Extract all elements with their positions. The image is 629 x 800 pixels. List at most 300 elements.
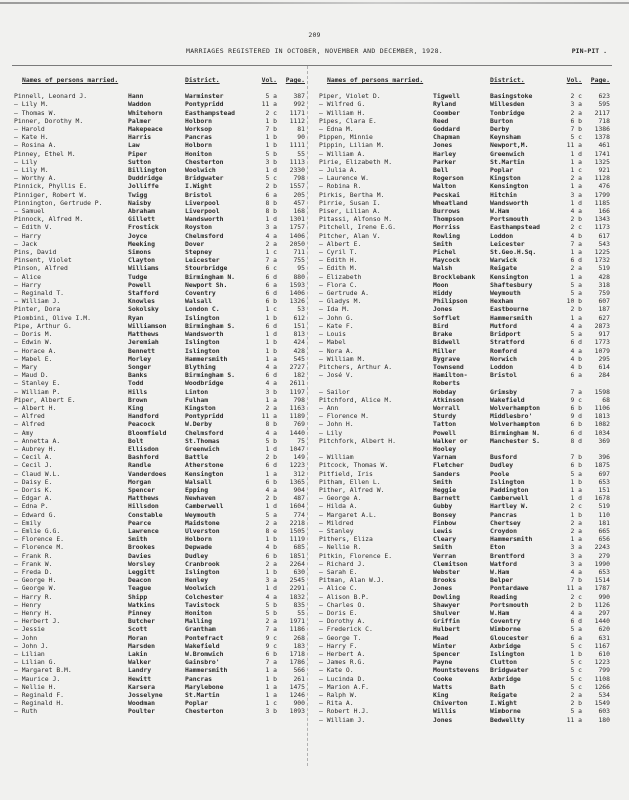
entry-volume: 6 d [265, 289, 277, 298]
entry-volume: 1 a [265, 395, 277, 404]
entry-row [319, 699, 619, 707]
entry-district: W.Ham [490, 609, 510, 617]
entry-spouse-surname: Hobday [433, 387, 457, 396]
entry-spouse-surname: Handford [128, 412, 159, 421]
entry-name: — George T. [319, 633, 362, 642]
entry-volume: 5 b [265, 609, 277, 617]
entry-row [14, 150, 314, 158]
entry-name: — Florence M. [319, 412, 370, 421]
entry-page: 904 [293, 485, 305, 494]
entry-district: Loddon [490, 231, 514, 240]
entry-volume: 6 a [265, 190, 277, 199]
entry-row [14, 683, 314, 691]
entry-spouse-surname: Jones [433, 715, 453, 724]
entry-spouse-surname: Hooley [433, 444, 457, 453]
entry-page: 90 [297, 133, 305, 142]
entry-volume: 7 a [265, 625, 277, 634]
entry-name: — Horace A. [14, 346, 57, 355]
entry-page: 610 [598, 650, 610, 659]
entry-spouse-surname: Lewis [433, 526, 453, 535]
entry-row [319, 568, 619, 576]
entry-volume: 1 b [265, 346, 277, 355]
entry-spouse-surname: Twigg [128, 190, 148, 199]
entry-spouse-surname: Frostick [128, 223, 159, 232]
entry-spouse-surname: Clayton [128, 256, 155, 265]
entry-district: Wakefield [490, 395, 525, 404]
entry-row [14, 281, 314, 289]
entry-page: 835 [293, 600, 305, 609]
entry-page: 2264 [289, 559, 305, 568]
entry-district: Pontypridd [185, 100, 224, 109]
entry-district: W.Derby [185, 420, 212, 429]
entry-district: Islington [490, 650, 525, 659]
header-names: Names of persons married. [327, 76, 424, 84]
entry-row [319, 232, 619, 240]
entry-spouse-surname: Palmer [128, 116, 152, 125]
entry-spouse-surname: Sokolsky [128, 305, 159, 314]
entry-page: 1475 [289, 682, 305, 691]
entry-district: Newhaven [185, 494, 216, 503]
entry-row [319, 207, 619, 215]
entry-page: 1440 [594, 617, 610, 626]
entry-spouse-surname: Gubby [433, 502, 453, 511]
entry-district: Manchester S. [490, 436, 541, 445]
entry-district: Wandsworth [185, 330, 224, 339]
entry-page [582, 379, 610, 387]
entry-page: 1189 [289, 412, 305, 421]
entry-name: — Worthy A. [14, 174, 57, 183]
entry-page: 617 [598, 231, 610, 240]
entry-spouse-surname: Cooke [433, 674, 453, 683]
entry-volume: 6 a [265, 280, 277, 289]
entry-volume: 4 a [570, 346, 582, 355]
entry-name: — John [14, 633, 38, 642]
entry-volume: 1 d [265, 330, 277, 339]
entry-spouse-surname: Songer [128, 362, 152, 371]
entry-name: Pinney, Ethel M. [14, 149, 76, 158]
entry-name: — Gladys M. [319, 297, 362, 306]
entry-district: Newport,M. [490, 141, 529, 150]
page-number: 209 [308, 31, 321, 39]
entry-page: 205 [293, 190, 305, 199]
entry-name: — Harold [14, 125, 45, 134]
entry-row [319, 683, 619, 691]
entry-volume: 1 c [265, 305, 277, 314]
entry-volume: 7 a [265, 658, 277, 667]
entry-row [14, 404, 314, 412]
entry-volume: 1 a [570, 535, 582, 544]
entry-district: I.Wight [490, 699, 517, 708]
index-range-label: PIN-PIT . [571, 47, 607, 55]
entry-name: — Kate H. [14, 133, 49, 142]
entry-page: 1549 [594, 699, 610, 708]
entry-name: Pitkin, Florence E. [319, 551, 393, 560]
entry-spouse-surname: Barnett [433, 494, 460, 503]
header-page: Page. [285, 76, 305, 84]
entry-page: 428 [293, 346, 305, 355]
entry-name: — William J. [14, 297, 61, 306]
entry-row [319, 215, 619, 223]
entry-district: Keynsham [490, 133, 521, 142]
entry-page: 1971 [289, 617, 305, 626]
entry-page: 1113 [289, 157, 305, 166]
entry-volume: 1 a [265, 666, 277, 675]
entry-district: Ulverston [185, 526, 220, 535]
entry-page: 1406 [289, 231, 305, 240]
entry-row [14, 92, 314, 100]
entry-page: 1832 [289, 592, 305, 601]
entry-name: Piser, Lilian A. [319, 207, 381, 216]
entry-page: 81 [297, 125, 305, 134]
entry-page: 769 [293, 420, 305, 429]
entry-district [490, 445, 564, 453]
entry-volume: 6 b [265, 551, 277, 560]
entry-spouse-surname: Brocklebank [433, 272, 476, 281]
entry-name: — John J. [14, 641, 49, 650]
entry-name: — Elizabeth [319, 272, 362, 281]
entry-district: Liverpool [185, 198, 220, 207]
entry-district: St.Martin [185, 691, 220, 700]
right-column [319, 76, 619, 724]
entry-page: 424 [293, 338, 305, 347]
entry-spouse-surname: Ryan [128, 313, 144, 322]
entry-row [14, 174, 314, 182]
entry-page: 519 [598, 264, 610, 273]
entry-district: Holborn [185, 116, 212, 125]
entry-page: 2727 [289, 362, 305, 371]
entry-spouse-surname: Chapman [433, 133, 460, 142]
entry-page: 1225 [594, 248, 610, 257]
entry-page: 534 [598, 691, 610, 700]
entry-name: — Mabel [319, 338, 346, 347]
entry-spouse-surname: Maycock [433, 256, 460, 265]
entry-row [14, 199, 314, 207]
entry-page: 2291 [289, 584, 305, 593]
entry-volume: 4 b [570, 231, 582, 240]
entry-volume: 1 d [265, 584, 277, 593]
entry-name: Pitcher, Alan V. [319, 231, 381, 240]
entry-volume: 9 c [265, 633, 277, 642]
entry-row [14, 158, 314, 166]
entry-row [319, 314, 619, 322]
entry-volume: 2 b [570, 305, 582, 314]
entry-spouse-surname: Reed [433, 116, 449, 125]
entry-spouse-surname: Coomber [433, 108, 460, 117]
entry-volume: 2 a [265, 617, 277, 626]
entry-row [14, 305, 314, 313]
entry-volume: 1 b [570, 477, 582, 486]
entry-name: — Lilian [14, 650, 45, 659]
entry-row [14, 347, 314, 355]
entry-volume: 2 a [570, 526, 582, 535]
entry-district: Birmingham S. [185, 371, 236, 380]
entry-district: Chelmsford [185, 231, 224, 240]
entry-district: Stourbridge [185, 264, 228, 273]
entry-page: 187 [598, 305, 610, 314]
entry-volume: 7 b [570, 125, 582, 134]
header-district: District. [490, 76, 525, 84]
entry-volume: 3 b [265, 387, 277, 396]
entry-district: Walsall [185, 297, 212, 306]
entry-name [319, 445, 433, 453]
entry-spouse-surname: Moran [128, 633, 148, 642]
entry-spouse-surname: Jeremiah [128, 338, 159, 347]
entry-district: Easthampstead [490, 223, 541, 232]
entry-page: 880 [293, 272, 305, 281]
entry-page: 1186 [289, 625, 305, 634]
entry-page: 1773 [594, 338, 610, 347]
entry-volume: 6 b [265, 477, 277, 486]
entry-volume: 1 b [570, 650, 582, 659]
entry-volume: 9 c [265, 641, 277, 650]
entry-volume: 8 b [265, 420, 277, 429]
entry-row [319, 388, 619, 396]
entry-row [319, 527, 619, 535]
entry-spouse-surname: Walker [128, 658, 152, 667]
entry-district: Weymouth [490, 289, 521, 298]
entry-row [319, 396, 619, 404]
entry-page: 1197 [289, 387, 305, 396]
entry-name: — Edna P. [14, 502, 49, 511]
entry-volume: 11 a [566, 584, 582, 593]
entry-spouse-surname: Bygrave [433, 354, 460, 363]
entry-volume: 5 c [570, 682, 582, 691]
entry-page: 1386 [594, 125, 610, 134]
entry-spouse-surname: Tudge [128, 272, 148, 281]
entry-volume: 5 c [570, 666, 582, 675]
entry-district: Derby [490, 125, 510, 134]
entry-volume: 5 c [265, 174, 277, 183]
entry-row [14, 634, 314, 642]
entry-name: — Mabel E. [14, 354, 53, 363]
entry-volume: 2 b [265, 453, 277, 462]
entry-volume: 5 a [570, 289, 582, 298]
entry-name: — Reginald F. [14, 691, 65, 700]
right-entries [319, 92, 619, 724]
entry-page: 1799 [594, 190, 610, 199]
entry-name: — Nellie R. [319, 543, 362, 552]
entry-spouse-surname: Bidwell [433, 338, 460, 347]
entry-row [319, 347, 619, 355]
entry-page: 1106 [594, 403, 610, 412]
entry-page: 1365 [289, 477, 305, 486]
entry-name: — Edwin W. [14, 338, 53, 347]
entry-page: 1185 [594, 198, 610, 207]
entry-volume: 1 b [265, 338, 277, 347]
top-edge-line [0, 2, 629, 4]
entry-row [319, 92, 619, 100]
entry-spouse-surname: Shulver [433, 609, 460, 617]
entry-spouse-surname: Watts [433, 682, 453, 691]
entry-volume: 5 a [265, 92, 277, 101]
entry-spouse-surname: Tatton [433, 420, 457, 429]
entry-row [14, 461, 314, 469]
entry-volume: 1 c [265, 248, 277, 257]
entry-spouse-surname: Hiddy [433, 289, 453, 298]
entry-name: — Samuel [14, 207, 45, 216]
entry-spouse-surname: Clemitson [433, 559, 468, 568]
entry-volume: 2 a [265, 559, 277, 568]
entry-name: — William P. [14, 387, 61, 396]
entry-district: Tonbridge [490, 108, 525, 117]
entry-district: Warminster [185, 92, 224, 101]
entry-name: — Robina R. [319, 182, 362, 191]
entry-name: Pippin, Lilian M. [319, 141, 385, 150]
entry-volume: 6 d [570, 617, 582, 626]
entry-name: — Stanley E. [14, 379, 61, 388]
entry-name: — Ann [319, 403, 339, 412]
entry-district: Dudley [490, 461, 514, 470]
entry-page: 685 [293, 543, 305, 552]
entry-district: Axbridge [490, 674, 521, 683]
entry-district: Hammersmith [490, 313, 533, 322]
entry-row [14, 666, 314, 674]
entry-spouse-surname: Pearce [128, 518, 152, 527]
entry-name: Pinsent, Violet [14, 256, 72, 265]
entry-spouse-surname: Hann [128, 92, 144, 101]
entry-spouse-surname: Karsera [128, 682, 155, 691]
entry-row [14, 100, 314, 108]
entry-spouse-surname: Meeking [128, 239, 155, 248]
entry-row [319, 552, 619, 560]
entry-spouse-surname: Ryland [433, 100, 457, 109]
entry-spouse-surname: Bennett [128, 346, 155, 355]
entry-volume: 11 a [566, 715, 582, 724]
entry-name: Pinnick, Phyllis E. [14, 182, 88, 191]
entry-name: Pitman, Alan W.J. [319, 576, 385, 585]
entry-volume: 6 d [570, 256, 582, 265]
entry-page: 1378 [594, 133, 610, 142]
entry-name: — Lily M. [14, 166, 49, 175]
entry-row [319, 625, 619, 633]
entry-name: Pitchers, Arthur A. [319, 362, 393, 371]
entry-volume: 1 d [265, 215, 277, 224]
entry-name: Pitham, Ellen L. [319, 477, 381, 486]
entry-row [14, 437, 314, 445]
entry-spouse-surname: Bonsey [433, 510, 457, 519]
entry-row [14, 511, 314, 519]
entry-spouse-surname: Bird [433, 321, 449, 330]
entry-spouse-surname: Mead [433, 633, 449, 642]
entry-district: Kensington [185, 469, 224, 478]
header-page: Page. [590, 76, 610, 84]
entry-district: Bristol [185, 190, 212, 199]
entry-name: — Ida M. [319, 305, 350, 314]
entry-name: — Robert H.J. [319, 707, 370, 716]
entry-row [14, 707, 314, 715]
entry-row [319, 322, 619, 330]
entry-district: Bedwellty [490, 715, 525, 724]
entry-district: Gainsbro' [185, 658, 220, 667]
entry-name: — Reginald H. [14, 699, 65, 708]
entry-row [319, 289, 619, 297]
entry-volume: 2 a [570, 691, 582, 700]
entry-spouse-surname: King [128, 403, 144, 412]
entry-name: Pinner, Dorothy M. [14, 116, 84, 125]
entry-row [319, 191, 619, 199]
entry-volume: 6 b [570, 116, 582, 125]
left-column [14, 76, 314, 716]
entry-row [14, 355, 314, 363]
entry-page: 1732 [594, 256, 610, 265]
entry-page: 1757 [289, 223, 305, 232]
entry-volume: 4 a [570, 321, 582, 330]
entry-page: 630 [293, 567, 305, 576]
entry-volume [564, 379, 582, 387]
entry-row [14, 240, 314, 248]
entry-district: Dudley [185, 551, 209, 560]
entry-name: — Amy [14, 428, 34, 437]
entry-page: 1171 [289, 108, 305, 117]
entry-spouse-surname: Miller [433, 346, 457, 355]
entry-district: Poplar [185, 699, 209, 708]
entry-volume: 1 c [265, 699, 277, 708]
entry-volume: 2 a [570, 174, 582, 183]
entry-name: Pitfield, Iris [319, 469, 373, 478]
entry-spouse-surname: Powell [128, 280, 152, 289]
entry-row [319, 330, 619, 338]
entry-page: 718 [598, 116, 610, 125]
entry-volume: 1 c [570, 166, 582, 175]
entry-volume: 5 b [265, 149, 277, 158]
entry-volume: 2 b [570, 699, 582, 708]
entry-volume: 1 b [570, 510, 582, 519]
entry-district: Marylebone [185, 682, 224, 691]
entry-district: Malling [185, 617, 212, 626]
entry-name: Piper, Violet D. [319, 92, 381, 101]
entry-district: Epping [185, 485, 209, 494]
entry-volume: 6 b [570, 461, 582, 470]
entry-row [14, 470, 314, 478]
entry-name: — Julia A. [319, 166, 358, 175]
entry-district: Henley [185, 576, 209, 585]
entry-name: — Sailor [319, 387, 350, 396]
entry-name: — Marion A.F. [319, 682, 370, 691]
entry-name: — Albert E. [319, 239, 362, 248]
entry-spouse-surname: Jones [433, 584, 453, 593]
entry-district: Holborn [185, 141, 212, 150]
entry-spouse-surname: Lakin [128, 650, 148, 659]
entry-volume: 4 a [570, 609, 582, 617]
entry-spouse-surname: Butcher [128, 617, 155, 626]
entry-page: 312 [293, 469, 305, 478]
entry-name: Pinter, Dora [14, 305, 61, 314]
entry-page: 1246 [289, 691, 305, 700]
entry-spouse-surname: Spencer [433, 650, 460, 659]
entry-spouse-surname: Brookes [128, 543, 155, 552]
entry-volume: 2 a [570, 518, 582, 527]
entry-district: Belper [490, 576, 514, 585]
entry-volume: 3 a [570, 190, 582, 199]
entry-volume: 3 a [570, 100, 582, 109]
entry-district: Greenwich [185, 444, 220, 453]
entry-name: — Frank W. [14, 559, 53, 568]
entry-spouse-surname: Worrall [433, 403, 460, 412]
entry-spouse-surname: Brooks [433, 576, 457, 585]
entry-name: Pitchell, Irene E.G. [319, 223, 396, 232]
entry-name: — Edward G. [14, 510, 57, 519]
entry-spouse-surname: Smith [433, 543, 453, 552]
entry-name: Pitassi, Alfonso M. [319, 215, 393, 224]
entry-page: 2873 [594, 321, 610, 330]
entry-row [319, 305, 619, 313]
entry-page: 2050 [289, 239, 305, 248]
entry-volume: 1 d [570, 149, 582, 158]
entry-spouse-surname: Cleary [433, 535, 457, 544]
entry-row [319, 666, 619, 674]
entry-district: Pontardawe [490, 584, 529, 593]
entry-volume: 4 a [265, 362, 277, 371]
